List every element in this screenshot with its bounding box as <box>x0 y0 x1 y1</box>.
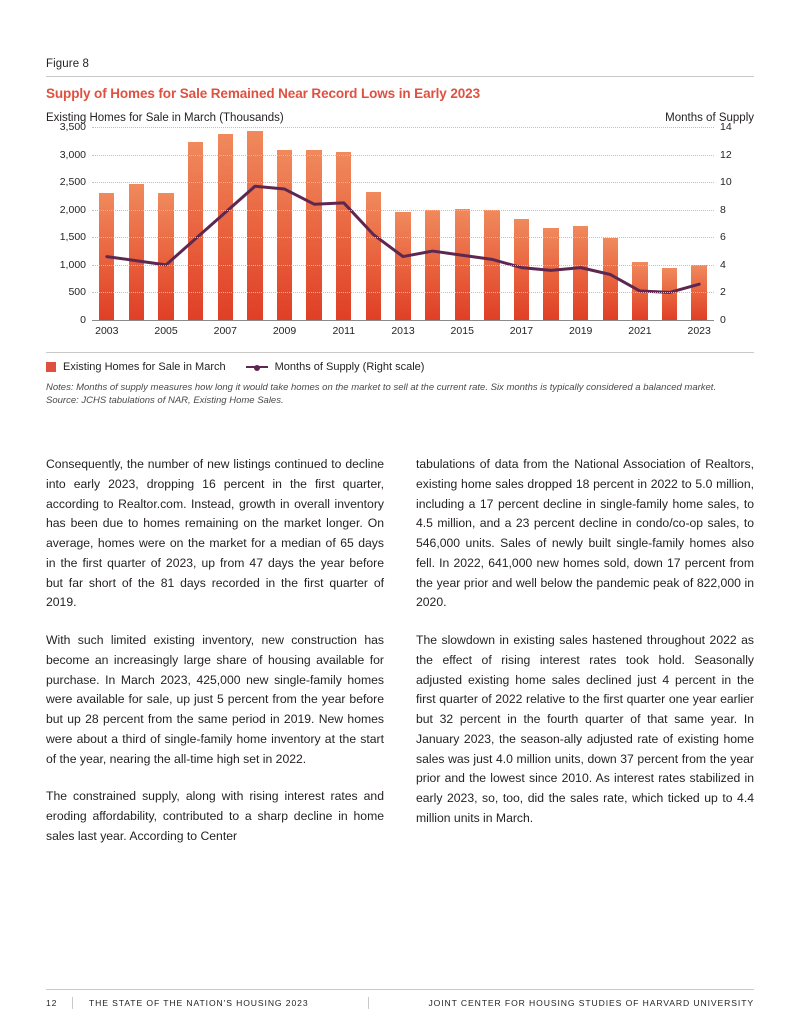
gridline <box>92 127 714 128</box>
paragraph: Consequently, the number of new listings continued to decline into early 2023, dropping 16 percent in the first quarter, according to Realtor.com. Instead, growth in overall inventory has been due to homes remaining on the market longer. On average, homes were on the market for a median of 65 days in the first quarter of 2023, up from 47 days the year before but far short of the 81 days recorded in the first quarter of 2019. <box>46 457 384 610</box>
y2-axis-tick-label: 10 <box>720 175 732 188</box>
legend-item-bars <box>46 361 226 373</box>
paragraph: tabulations of data from the National Association of Realtors, existing home sales dropped 18 percent in 2022 to 5.0 million, including a 17 percent decline in single-family home sales, to 4.5 million, and a 23 percent decline in condo/co-op sales, to 546,000 units. Sales of newly built single-family homes also fell. In 2022, 641,000 new homes sold, down 17 percent from the year prior and well below the pandemic peak of 822,000 in 2020. <box>416 457 754 610</box>
x-axis-tick-label: 2017 <box>509 325 534 337</box>
left-axis-title: Existing Homes for Sale in March (Thousands) <box>46 112 284 124</box>
figure-title: Supply of Homes for Sale Remained Near Record Lows in Early 2023 <box>46 86 480 101</box>
y-axis-tick-label: 3,500 <box>59 120 86 133</box>
line-series <box>92 127 714 320</box>
chart <box>46 120 754 342</box>
figure-divider <box>46 76 754 77</box>
x-axis-tick-label: 2015 <box>450 325 474 337</box>
legend-label-bars: Existing Homes for Sale in March <box>63 361 226 373</box>
x-axis-tick-label: 2005 <box>154 325 178 337</box>
page-number: 12 <box>46 998 58 1008</box>
gridline <box>92 182 714 183</box>
y2-axis-tick-label: 14 <box>720 120 732 133</box>
x-axis-tick-label: 2021 <box>628 325 652 337</box>
paragraph: The constrained supply, along with rising interest rates and eroding affordability, contributed to a sharp decline in home sales last year. According to Center <box>46 789 384 844</box>
x-axis-tick-label: 2007 <box>213 325 237 337</box>
chart-legend <box>46 352 754 373</box>
source-text: Source: JCHS tabulations of NAR, Existing Home Sales. <box>46 394 284 406</box>
gridline <box>92 155 714 156</box>
y2-axis-tick-label: 0 <box>720 313 726 326</box>
x-axis-tick-label: 2013 <box>391 325 415 337</box>
y-axis-tick-label: 1,000 <box>59 258 86 271</box>
notes-text: Notes: Months of supply measures how long it would take homes on the market to sell at the current rate. Six months is typically considered a balanced market. <box>46 382 717 393</box>
body-column-left <box>46 455 384 847</box>
bar-swatch-icon <box>46 362 56 372</box>
y-axis-tick-label: 3,000 <box>59 148 86 161</box>
y2-axis-tick-label: 4 <box>720 258 726 271</box>
y-axis-tick-label: 0 <box>80 313 86 326</box>
y2-axis-tick-label: 12 <box>720 148 732 161</box>
body-column-right <box>416 455 754 847</box>
x-axis-tick-label: 2009 <box>272 325 297 337</box>
y2-axis-tick-label: 2 <box>720 286 726 299</box>
figure-label: Figure 8 <box>46 58 89 70</box>
right-axis-title: Months of Supply <box>665 112 754 124</box>
y2-axis-tick-label: 8 <box>720 203 726 216</box>
plot-area <box>59 120 732 337</box>
y-axis-tick-label: 1,500 <box>59 231 86 244</box>
footer-divider-2 <box>368 997 369 1009</box>
axis-titles <box>46 112 754 124</box>
y-axis-tick-label: 2,000 <box>59 203 86 216</box>
y-axis-tick-label: 500 <box>68 286 86 299</box>
x-axis-tick-label: 2019 <box>569 325 593 337</box>
legend-item-line <box>246 361 425 373</box>
footer-right-text: JOINT CENTER FOR HOUSING STUDIES OF HARVARD UNIVERSITY <box>428 998 754 1008</box>
line-path <box>107 186 699 292</box>
gridline <box>92 292 714 293</box>
x-axis-tick-label: 2003 <box>95 325 119 337</box>
x-axis-tick-label: 2023 <box>687 325 711 337</box>
line-swatch-icon <box>246 366 268 368</box>
gridline <box>92 237 714 238</box>
x-axis-tick-label: 2011 <box>332 325 356 337</box>
figure-notes <box>46 382 754 408</box>
article-body <box>46 455 754 847</box>
y2-axis-tick-label: 6 <box>720 231 726 244</box>
footer-center-text: THE STATE OF THE NATION'S HOUSING 2023 <box>89 998 309 1008</box>
gridline <box>92 210 714 211</box>
figure-8 <box>46 58 754 408</box>
page-footer <box>46 989 754 1009</box>
footer-divider <box>72 997 73 1009</box>
legend-label-line: Months of Supply (Right scale) <box>274 361 425 373</box>
paragraph: The slowdown in existing sales hastened throughout 2022 as the effect of rising interest rates took hold. Seasonally adjusted existing home sales declined just 4 percent in the first quarter of 2022 relative to the first quarter one year earlier but 32 percent in the fourth quarter of that same year. In January 2023, the season-ally adjusted rate of existing home sales was just 4.0 million units, down 37 percent from the year prior and the lowest since 2010. As interest rates stabilized in early 2023, so, too, did the sales rate, which ticked up to 4.4 million units in March. <box>416 633 754 826</box>
gridline <box>92 265 714 266</box>
paragraph: With such limited existing inventory, new construction has become an increasingly large share of housing available for purchase. In March 2023, 425,000 new single-family homes were available for sale, up just 5 percent from the year before but up 28 percent from the same period in 2019. New homes were about a third of single-family home inventory at the start of the year, nearing the all-time high set in 2022. <box>46 633 384 766</box>
y-axis-tick-label: 2,500 <box>59 175 86 188</box>
